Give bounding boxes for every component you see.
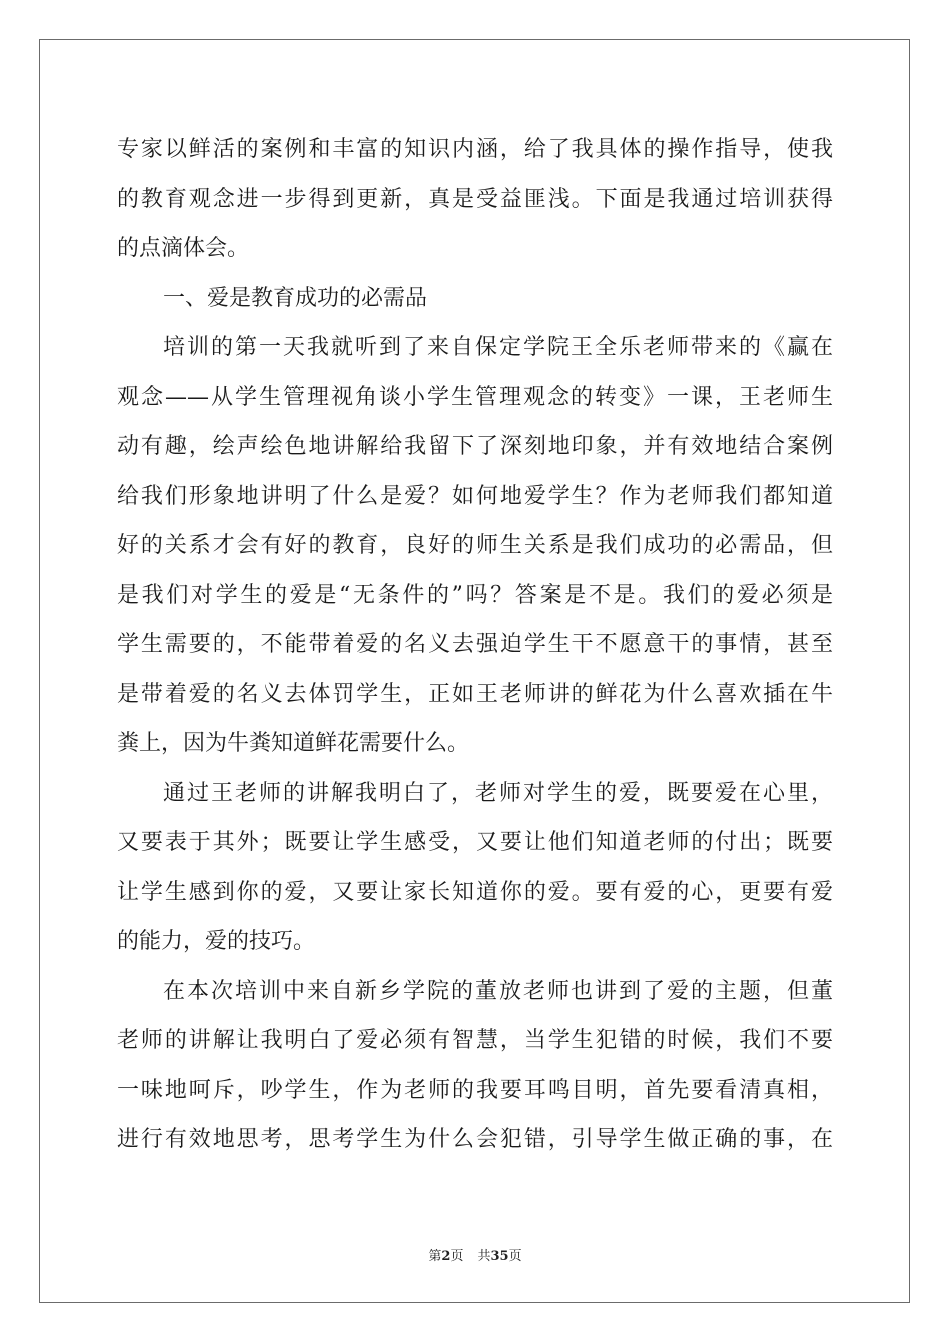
paragraph-line: 动有趣，绘声绘色地讲解给我留下了深刻地印象，并有效地结合案例 (117, 434, 833, 459)
page-number: 2 (441, 1249, 451, 1264)
paragraph-line: 给我们形象地讲明了什么是爱？如何地爱学生？作为老师我们都知道 (117, 483, 833, 509)
paragraph-line: 的能力，爱的技巧。 (117, 929, 316, 954)
page-prefix: 第 (428, 1249, 442, 1264)
document-body (117, 125, 833, 1165)
paragraph-line: 进行有效地思考，思考学生为什么会犯错，引导学生做正确的事，在 (117, 1127, 833, 1152)
page-suffix: 页 (450, 1249, 464, 1264)
paragraph-line: 观念——从学生管理视角谈小学生管理观念的转变》一课，王老师生 (117, 384, 833, 410)
paragraph-line: 是带着爱的名义去体罚学生，正如王老师讲的鲜花为什么喜欢插在牛 (117, 681, 833, 707)
paragraph-line: 让学生感到你的爱，又要让家长知道你的爱。要有爱的心，更要有爱 (117, 879, 833, 905)
paragraph-line: 的教育观念进一步得到更新，真是受益匪浅。下面是我通过培训获得 (117, 186, 833, 212)
paragraph-line: 的点滴体会。 (117, 236, 250, 261)
paragraph-line: 在本次培训中来自新乡学院的董放老师也讲到了爱的主题，但董 (163, 978, 833, 1004)
paragraph-line: 粪上，因为牛粪知道鲜花需要什么。 (117, 731, 470, 756)
paragraph-line: 通过王老师的讲解我明白了，老师对学生的爱，既要爱在心里， (163, 780, 833, 806)
paragraph-line: 培训的第一天我就听到了来自保定学院王全乐老师带来的《赢在 (163, 335, 833, 360)
paragraph-line: 又要表于其外；既要让学生感受，又要让他们知道老师的付出；既要 (117, 830, 833, 855)
total-pages: 35 (490, 1249, 509, 1264)
total-prefix: 共 (477, 1249, 491, 1264)
paragraph-line: 是我们对学生的爱是“无条件的”吗？答案是不是。我们的爱必须是 (117, 582, 833, 608)
page-footer (0, 1245, 950, 1264)
paragraph-line: 专家以鲜活的案例和丰富的知识内涵，给了我具体的操作指导，使我 (117, 137, 833, 162)
paragraph-line: 好的关系才会有好的教育，良好的师生关系是我们成功的必需品，但 (117, 533, 833, 558)
paragraph-line: 一味地呵斥，吵学生，作为老师的我要耳鸣目明，首先要看清真相， (117, 1077, 833, 1103)
total-suffix: 页 (508, 1249, 522, 1264)
section-heading: 一、爱是教育成功的必需品 (163, 285, 428, 311)
paragraph-line: 老师的讲解让我明白了爱必须有智慧，当学生犯错的时候，我们不要 (117, 1028, 833, 1053)
paragraph-line: 学生需要的，不能带着爱的名义去强迫学生干不愿意干的事情，甚至 (117, 632, 833, 657)
